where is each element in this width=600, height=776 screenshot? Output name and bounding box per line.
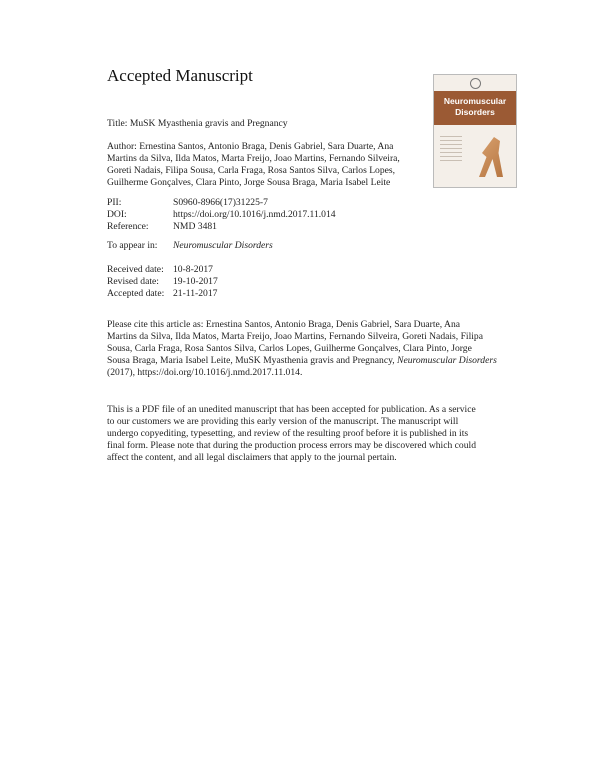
dates-block — [107, 264, 218, 300]
accepted-label: Accepted date: — [107, 288, 165, 299]
title-line: Title: MuSK Myasthenia gravis and Pregnancy — [107, 118, 288, 129]
citation-paragraph — [107, 319, 497, 379]
notice-line: This is a PDF file of an unedited manuscript that has been accepted for publication. As a service — [107, 404, 476, 415]
cover-figure-illustration — [476, 137, 506, 177]
citation-line: Please cite this article as: Ernestina Santos, Antonio Braga, Denis Gabriel, Sara Duarte, Ana — [107, 319, 461, 330]
revised-value: 19-10-2017 — [173, 276, 218, 287]
received-value: 10-8-2017 — [173, 264, 213, 275]
journal-cover-image — [433, 74, 517, 188]
author-line: Guilherme Gonçalves, Clara Pinto, Jorge Sousa Braga, Maria Isabel Leite — [107, 177, 391, 188]
notice-paragraph — [107, 404, 476, 464]
cover-contents-list — [440, 133, 462, 163]
cover-title-band — [434, 91, 516, 125]
citation-journal: Neuromuscular Disorders — [397, 355, 497, 366]
doi-link[interactable]: https://doi.org/10.1016/j.nmd.2017.11.014 — [173, 209, 336, 220]
cover-title-line1: Neuromuscular — [443, 96, 507, 106]
page-heading: Accepted Manuscript — [107, 66, 253, 85]
citation-line: Sousa Braga, Maria Isabel Leite, MuSK Myasthenia gravis and Pregnancy, — [107, 355, 398, 366]
reference-value: NMD 3481 — [173, 221, 217, 232]
reference-label: Reference: — [107, 221, 149, 232]
author-line: Goreti Nadais, Filipa Sousa, Carla Fraga, Rosa Santos Silva, Carlos Lopes, — [107, 165, 396, 176]
author-block — [107, 141, 400, 189]
citation-line: Sousa, Carla Fraga, Rosa Santos Silva, Carlos Lopes, Guilherme Gonçalves, Clara Pinto, Jorge — [107, 343, 472, 354]
appear-row — [107, 240, 273, 252]
notice-line: final form. Please note that during the production process errors may be discovered which could — [107, 440, 476, 451]
author-line: Martins da Silva, Ilda Matos, Marta Freijo, Joao Martins, Fernando Silveira, — [107, 153, 400, 164]
citation-line: (2017), https://doi.org/10.1016/j.nmd.2017.11.014. — [107, 367, 303, 378]
revised-label: Revised date: — [107, 276, 159, 287]
author-line: Author: Ernestina Santos, Antonio Braga, Denis Gabriel, Sara Duarte, Ana — [107, 141, 394, 152]
citation-line: Martins da Silva, Ilda Matos, Marta Freijo, Joao Martins, Fernando Silveira, Goreti Nadais, Filipa — [107, 331, 483, 342]
accepted-value: 21-11-2017 — [173, 288, 218, 299]
notice-line: undergo copyediting, typesetting, and review of the resulting proof before it is published in its — [107, 428, 469, 439]
cover-title-line2: Disorders — [455, 107, 495, 117]
pii-value: S0960-8966(17)31225-7 — [173, 197, 268, 208]
pii-label: PII: — [107, 197, 122, 208]
appear-label: To appear in: — [107, 240, 158, 251]
notice-line: to our customers we are providing this early version of the manuscript. The manuscript will — [107, 416, 459, 427]
received-label: Received date: — [107, 264, 164, 275]
doi-label: DOI: — [107, 209, 127, 220]
cover-emblem-icon — [470, 78, 481, 89]
journal-name: Neuromuscular Disorders — [173, 240, 273, 251]
notice-line: affect the content, and all legal disclaimers that apply to the journal pertain. — [107, 452, 397, 463]
meta-block — [107, 197, 336, 233]
